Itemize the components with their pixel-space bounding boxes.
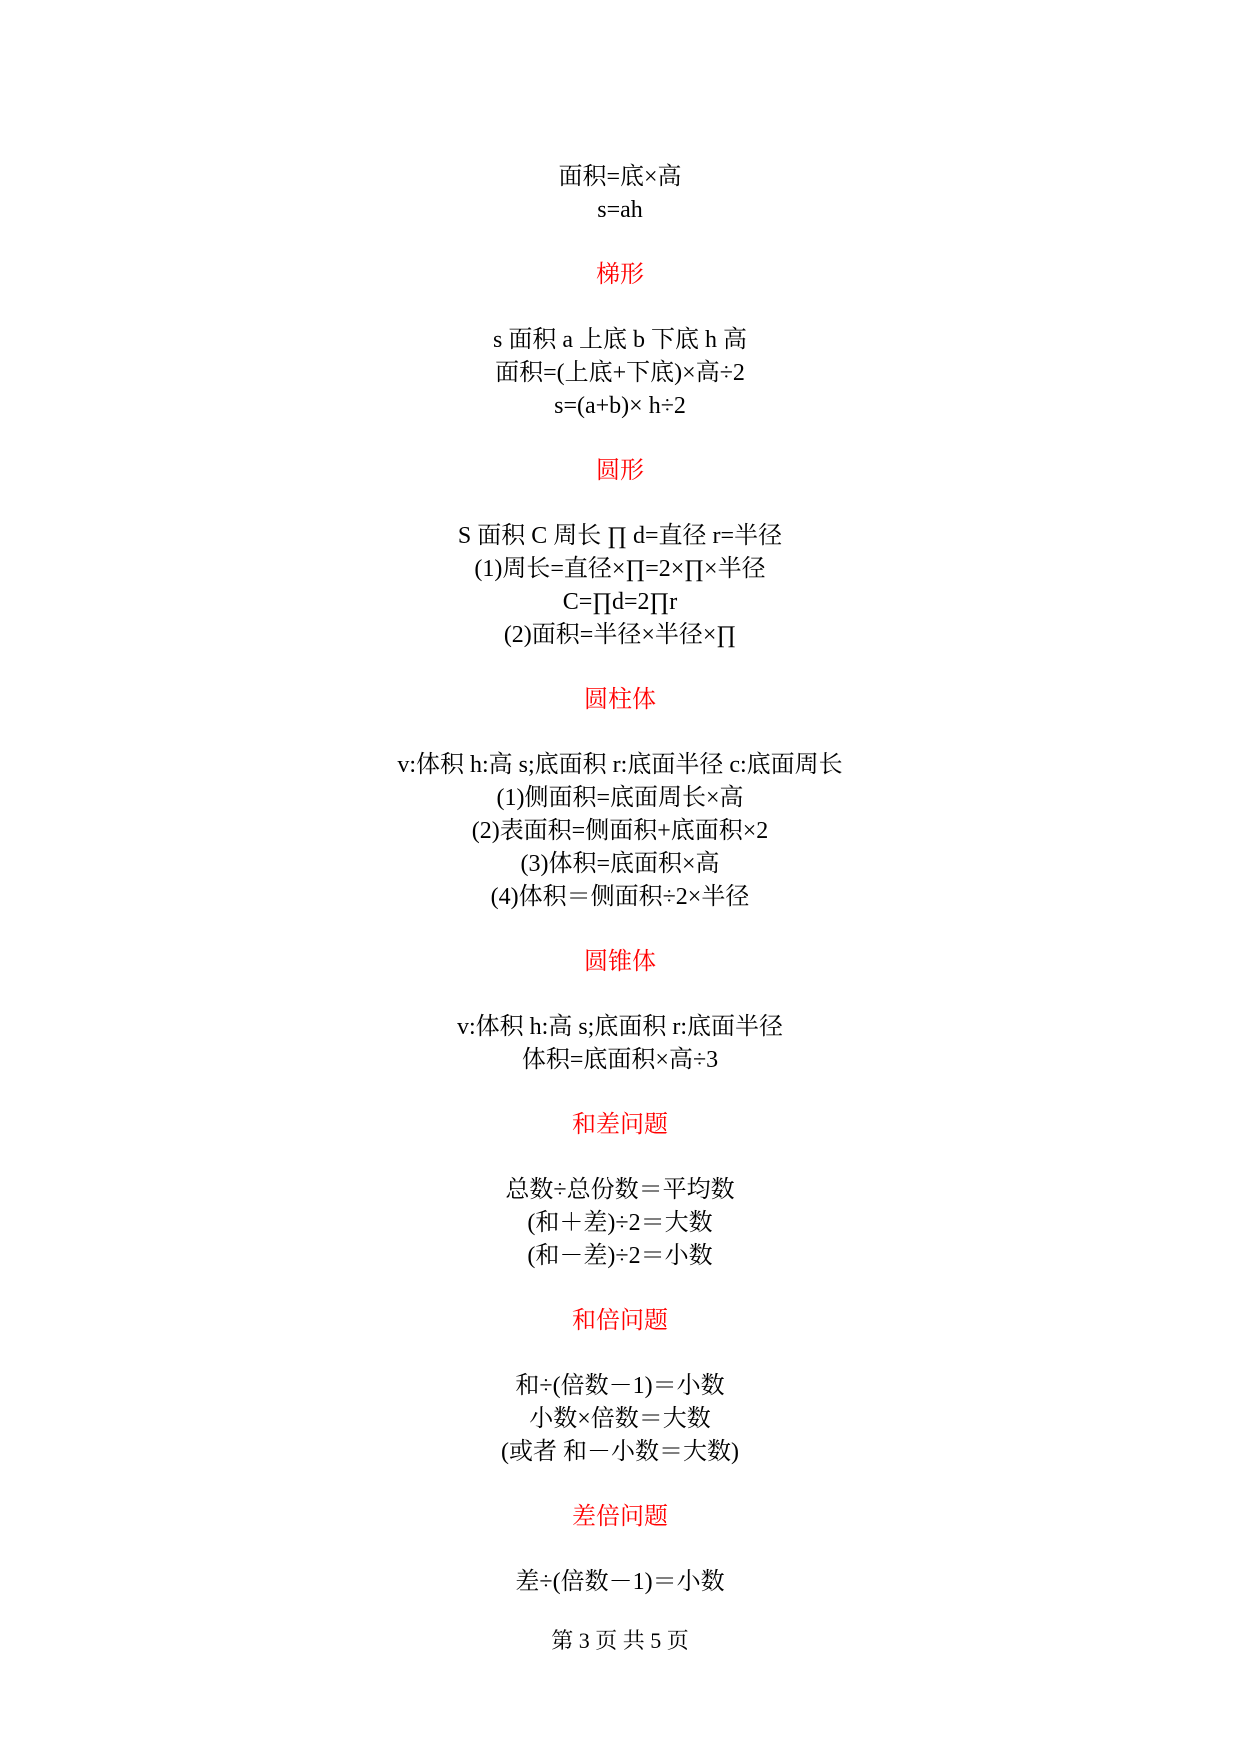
formula-line: (1)周长=直径×∏=2×∏×半径	[474, 556, 766, 582]
section-cylinder	[0, 684, 1240, 914]
section-sum-difference	[0, 1109, 1240, 1273]
section-heading: 和差问题	[572, 1112, 668, 1138]
formula-line: (2)面积=半径×半径×∏	[503, 622, 737, 648]
section-parallelogram	[0, 161, 1240, 227]
section-heading: 差倍问题	[572, 1504, 668, 1530]
section-trapezoid	[0, 259, 1240, 423]
formula-line: 面积=(上底+下底)×高÷2	[495, 360, 745, 386]
section-circle	[0, 455, 1240, 652]
formula-line: 小数×倍数＝大数	[529, 1406, 711, 1432]
formula-line: 差÷(倍数－1)＝小数	[515, 1569, 725, 1595]
formula-line: C=∏d=2∏r	[562, 589, 678, 615]
formula-line: 体积=底面积×高÷3	[521, 1047, 719, 1073]
formula-line: S 面积 C 周长 ∏ d=直径 r=半径	[457, 523, 783, 549]
formula-line: s=(a+b)× h÷2	[554, 393, 686, 419]
page-footer: 第 3 页 共 5 页	[551, 1628, 689, 1653]
document-body	[0, 161, 1240, 1599]
formula-line: s 面积 a 上底 b 下底 h 高	[493, 327, 747, 353]
formula-line: (4)体积＝侧面积÷2×半径	[490, 884, 750, 910]
formula-line: (1)侧面积=底面周长×高	[496, 785, 744, 811]
formula-line: (和－差)÷2＝小数	[527, 1243, 713, 1269]
formula-line: v:体积 h:高 s;底面积 r:底面半径	[456, 1014, 783, 1040]
section-difference-multiple	[0, 1501, 1240, 1599]
section-sum-multiple	[0, 1305, 1240, 1469]
formula-line: (3)体积=底面积×高	[520, 851, 720, 877]
section-cone	[0, 946, 1240, 1077]
formula-line: 面积=底×高	[558, 164, 682, 190]
formula-line: (或者 和－小数＝大数)	[501, 1439, 739, 1465]
formula-line: 总数÷总份数＝平均数	[505, 1177, 735, 1203]
formula-line: (和＋差)÷2＝大数	[527, 1210, 713, 1236]
formula-line: (2)表面积=侧面积+底面积×2	[471, 818, 769, 844]
formula-line: v:体积 h:高 s;底面积 r:底面半径 c:底面周长	[397, 752, 843, 778]
section-heading: 和倍问题	[572, 1308, 668, 1334]
section-heading: 圆形	[596, 458, 644, 484]
section-heading: 梯形	[596, 262, 644, 288]
section-heading: 圆锥体	[584, 949, 656, 975]
formula-line: 和÷(倍数－1)＝小数	[515, 1373, 725, 1399]
section-heading: 圆柱体	[584, 687, 656, 713]
formula-line: s=ah	[597, 197, 643, 223]
